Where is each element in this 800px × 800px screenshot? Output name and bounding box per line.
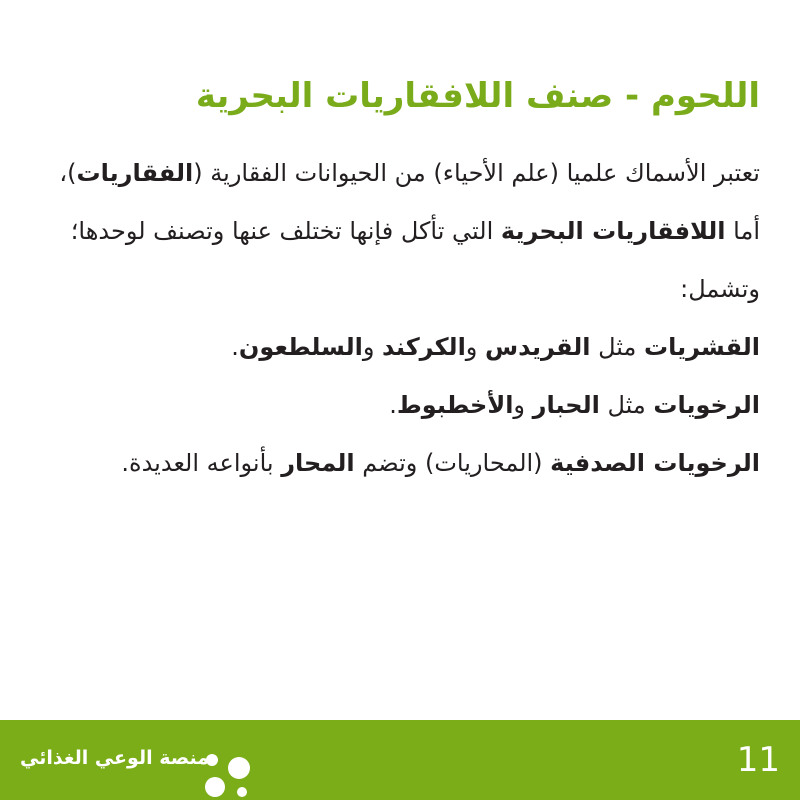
- item-text: (المحاريات) وتضم: [354, 449, 551, 477]
- page-number: 11: [736, 740, 780, 780]
- item-bold: السلطعون: [238, 333, 363, 361]
- item-text: و: [513, 391, 533, 419]
- item-text: .: [231, 333, 239, 361]
- item-heading: الرخويات: [653, 391, 760, 419]
- item-text: مثل: [590, 333, 644, 361]
- list-item-shellfish: [40, 434, 760, 492]
- item-bold: القريدس: [485, 333, 591, 361]
- item-bold: الأخطبوط: [396, 391, 514, 419]
- page-title: اللحوم - صنف اللافقاريات البحرية: [195, 76, 760, 116]
- brand-name[interactable]: منصة الوعي الغذائي: [20, 747, 209, 769]
- footer-bar: [0, 720, 800, 800]
- intro-text-2: )، أما: [59, 159, 760, 245]
- item-text: بأنواعه العديدة.: [121, 449, 282, 477]
- list-item-mollusks: [40, 376, 760, 434]
- intro-text-3: التي تأكل فإنها تختلف عنها وتصنف لوحدها؛ وتشمل:: [70, 217, 760, 303]
- item-text: و: [465, 333, 486, 361]
- item-text: مثل: [599, 391, 654, 419]
- intro-bold-marine-invertebrates: اللافقاريات البحرية: [500, 217, 726, 245]
- item-bold: الكركند: [382, 333, 466, 361]
- item-bold: الحبار: [532, 391, 600, 419]
- item-text: و: [362, 333, 383, 361]
- item-heading: القشريات: [643, 333, 760, 361]
- intro-text-1: تعتبر الأسماك علميا (علم الأحياء) من الحيوانات الفقارية (: [193, 159, 760, 187]
- category-list: [40, 318, 760, 492]
- intro-paragraph: [40, 144, 760, 318]
- item-text: .: [389, 391, 397, 419]
- list-item-crustaceans: [40, 318, 760, 376]
- item-heading: الرخويات الصدفية: [550, 449, 760, 477]
- intro-bold-vertebrates: الفقاريات: [76, 159, 194, 187]
- item-bold: المحار: [281, 449, 355, 477]
- content: [40, 60, 760, 492]
